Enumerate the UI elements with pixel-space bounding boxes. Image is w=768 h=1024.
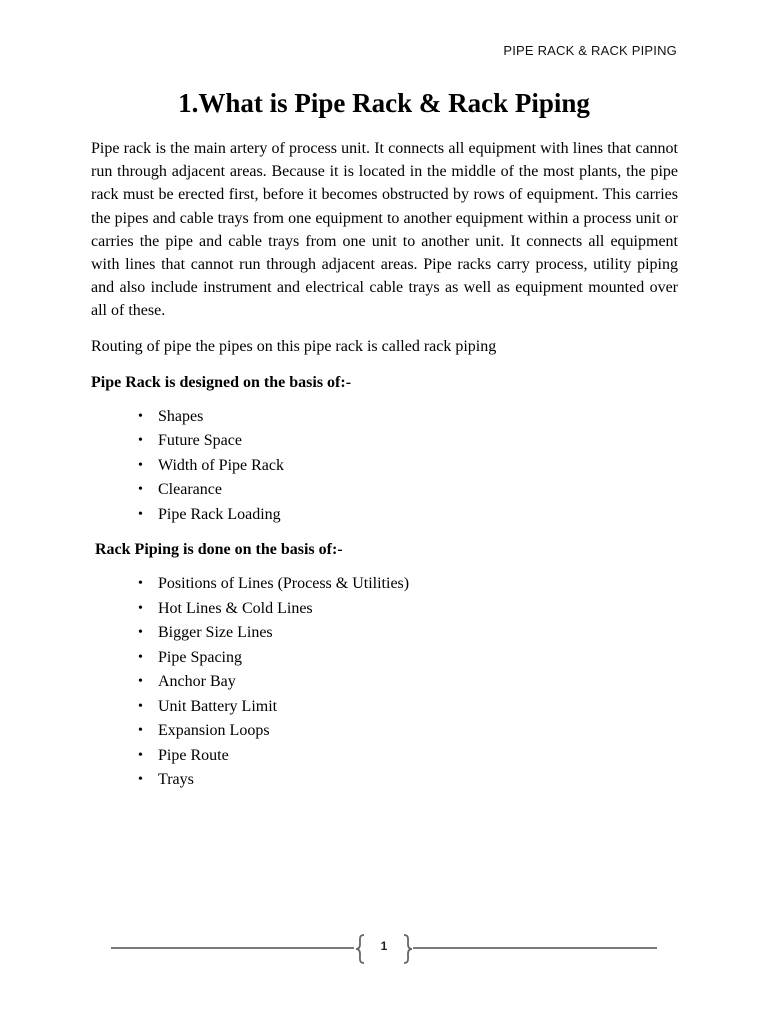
left-brace-icon [354,934,366,964]
list-item-text: Pipe Spacing [158,648,242,666]
bullet-icon: • [138,674,143,690]
list-item [91,405,678,430]
list-item [91,454,678,479]
list-item-text: Hot Lines & Cold Lines [158,599,313,617]
bullet-icon: • [138,482,143,498]
footer-rule-right [413,947,657,949]
list-item [91,621,678,646]
bullet-icon: • [138,433,143,449]
list-item [91,646,678,671]
list-item-text: Trays [158,771,194,789]
bullet-icon: • [138,747,143,763]
list-item-text: Clearance [158,481,222,499]
list-item-text: Future Space [158,432,242,450]
list-item [91,572,678,597]
bullet-icon: • [138,457,143,473]
list-item-text: Unit Battery Limit [158,697,278,715]
list-item [91,695,678,720]
list-item [91,478,678,503]
list-item [91,597,678,622]
list-item-text: Anchor Bay [158,673,236,691]
footer-rule-left [111,947,354,949]
list-item [91,768,678,793]
list-item-text: Bigger Size Lines [158,624,273,642]
bullet-icon: • [138,600,143,616]
list-item [91,503,678,528]
design-basis-heading: Pipe Rack is designed on the basis of:- [91,373,352,391]
bullet-icon: • [138,723,143,739]
list-item-text: Expansion Loops [158,722,270,740]
design-basis-list [91,405,678,528]
bullet-icon: • [138,698,143,714]
bullet-icon: • [138,649,143,665]
page-footer [111,934,657,964]
list-item [91,429,678,454]
list-item [91,719,678,744]
rack-piping-heading: Rack Piping is done on the basis of:- [95,541,343,559]
list-item-text: Pipe Rack Loading [158,505,281,523]
right-brace-icon [402,934,414,964]
bullet-icon: • [138,772,143,788]
running-header: PIPE RACK & RACK PIPING [503,43,677,58]
list-item-text: Width of Pipe Rack [158,456,284,474]
list-item [91,744,678,769]
bullet-icon: • [138,625,143,641]
bullet-icon: • [138,408,143,424]
intro-paragraph: Pipe rack is the main artery of process unit. It connects all equipment with lines that cannot run through adjacent areas. Because it is located in the middle of the most plants, the pipe rack must be erected first, before it becomes obstructed by rows of equipment. This carries the pipes and cable trays from one equipment to another equipment within a process unit or carries the pipe and cable trays from one unit to another unit. It connects all equipment with lines that cannot run through adjacent areas. Pipe racks carry process, utility piping and also include instrument and electrical cable trays as well as equipment mounted over all of these. [91,140,678,320]
bullet-icon: • [138,506,143,522]
list-item-text: Positions of Lines (Process & Utilities) [158,575,410,593]
page-title: 1.What is Pipe Rack & Rack Piping [178,88,590,118]
list-item-text: Pipe Route [158,746,229,764]
list-item-text: Shapes [158,407,204,425]
list-item [91,670,678,695]
page-number: 1 [380,939,388,953]
bullet-icon: • [138,576,143,592]
rack-piping-list [91,572,678,793]
page-body [91,137,678,793]
routing-paragraph: Routing of pipe the pipes on this pipe rack is called rack piping [91,337,497,355]
